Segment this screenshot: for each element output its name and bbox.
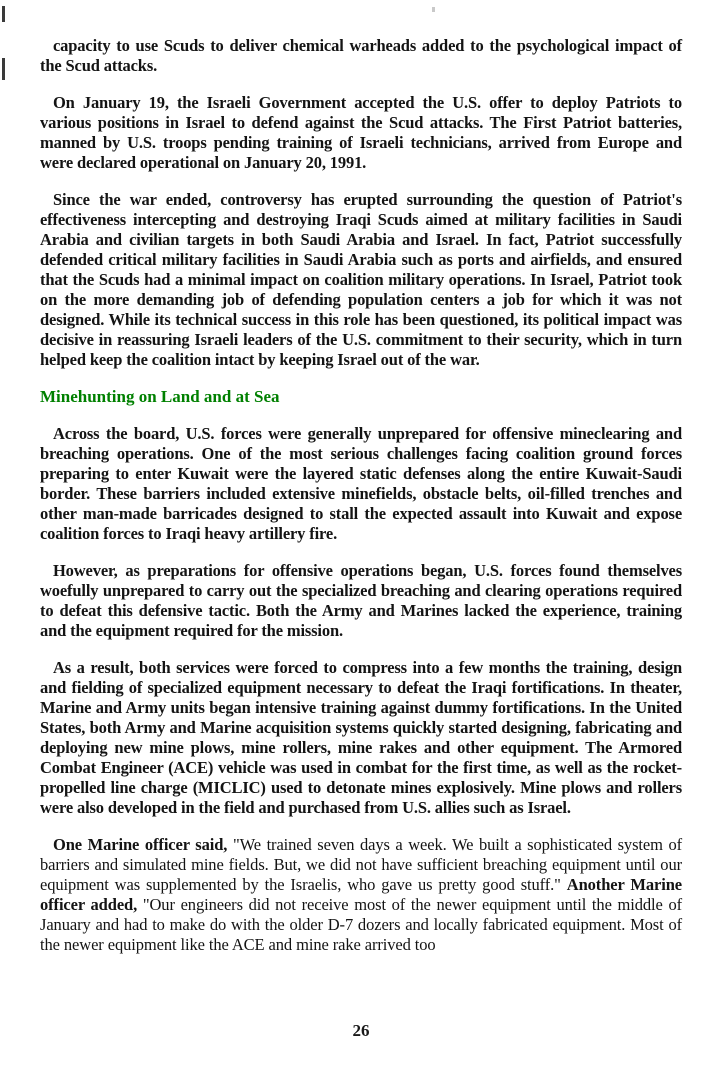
paragraph-marine-officer-quotes: [40, 835, 682, 955]
scan-artifact: [432, 7, 435, 12]
paragraph-equipment-fielding: As a result, both services were forced to compress into a few months the training, design and fielding of specialized equipment necessary to defeat the Iraqi fortifications. In theater, Marine and Army units began intensive training against dummy fortifications. In the United States, both Army and Marine acquisition systems quickly started designing, fabricating and deploying new mine plows, mine rollers, mine rakes and other equipment. The Armored Combat Engineer (ACE) vehicle was used in combat for the first time, as well as the rocket-propelled line charge (MICLIC) used to detonate mines explosively. Mine plows and rollers were also developed in the field and purchased from U.S. allies such as Israel.: [40, 658, 682, 817]
section-heading-minehunting: Minehunting on Land and at Sea: [40, 387, 280, 406]
officer-quote-text-1: "We trained seven days a week. We built a sophisticated system of barriers and simulated mine fields. But, we did not have sufficient breaching equipment until our equipment was supplemented by the Israelis, who gave us pretty good stuff.": [40, 835, 682, 894]
scan-artifact: [2, 6, 5, 22]
officer-quote-lead-1: One Marine officer said,: [53, 835, 233, 854]
officer-quote-text-2: "Our engineers did not receive most of the newer equipment until the middle of January and had to make do with the older D-7 dozers and locally fabricated equipment. Most of the newer equipment like the ACE and mine rake arrived too: [40, 895, 682, 954]
paragraph-mineclearing-unprepared: Across the board, U.S. forces were generally unprepared for offensive mineclearing and breaching operations. One of the most serious challenges facing coalition ground forces preparing to enter Kuwait were the layered static defenses along the entire Kuwait-Saudi border. These barriers included extensive minefields, obstacle belts, oil-filled trenches and other man-made barricades designed to stall the expected assault into Kuwait and expose coalition forces to Iraqi heavy artillery fire.: [40, 424, 682, 543]
page-number: 26: [352, 1021, 370, 1040]
paragraph-patriot-deployment: On January 19, the Israeli Government accepted the U.S. offer to deploy Patriots to various positions in Israel to defend against the Scud attacks. The First Patriot batteries, manned by U.S. troops pending training of Israeli technicians, arrived from Europe and were declared operational on January 20, 1991.: [40, 93, 682, 172]
paragraph-scud-chemical-capacity: capacity to use Scuds to deliver chemical warheads added to the psychological impact of the Scud attacks.: [40, 36, 682, 75]
paragraph-breaching-operations: However, as preparations for offensive operations began, U.S. forces found themselves woefully unprepared to carry out the specialized breaching and clearing operations required to defeat this defensive tactic. Both the Army and Marines lacked the experience, training and the equipment required for the mission.: [40, 561, 682, 640]
paragraph-patriot-controversy: Since the war ended, controversy has erupted surrounding the question of Patriot's effectiveness intercepting and destroying Iraqi Scuds aimed at military facilities in Saudi Arabia and civilian targets in both Saudi Arabia and Israel. In fact, Patriot successfully defended critical military facilities in Saudi Arabia such as ports and airfields, and ensured that the Scuds had a minimal impact on coalition military operations. In Israel, Patriot took on the more demanding job of defending population centers a job for which it was not designed. While its technical success in this role has been questioned, its political impact was decisive in reassuring Israeli leaders of the U.S. commitment to their security, which in turn helped keep the coalition intact by keeping Israel out of the war.: [40, 190, 682, 369]
page-body-text: [40, 36, 682, 955]
scan-artifact: [2, 58, 5, 80]
officer-quote-lead-2: Another Marine officer added,: [40, 875, 682, 914]
